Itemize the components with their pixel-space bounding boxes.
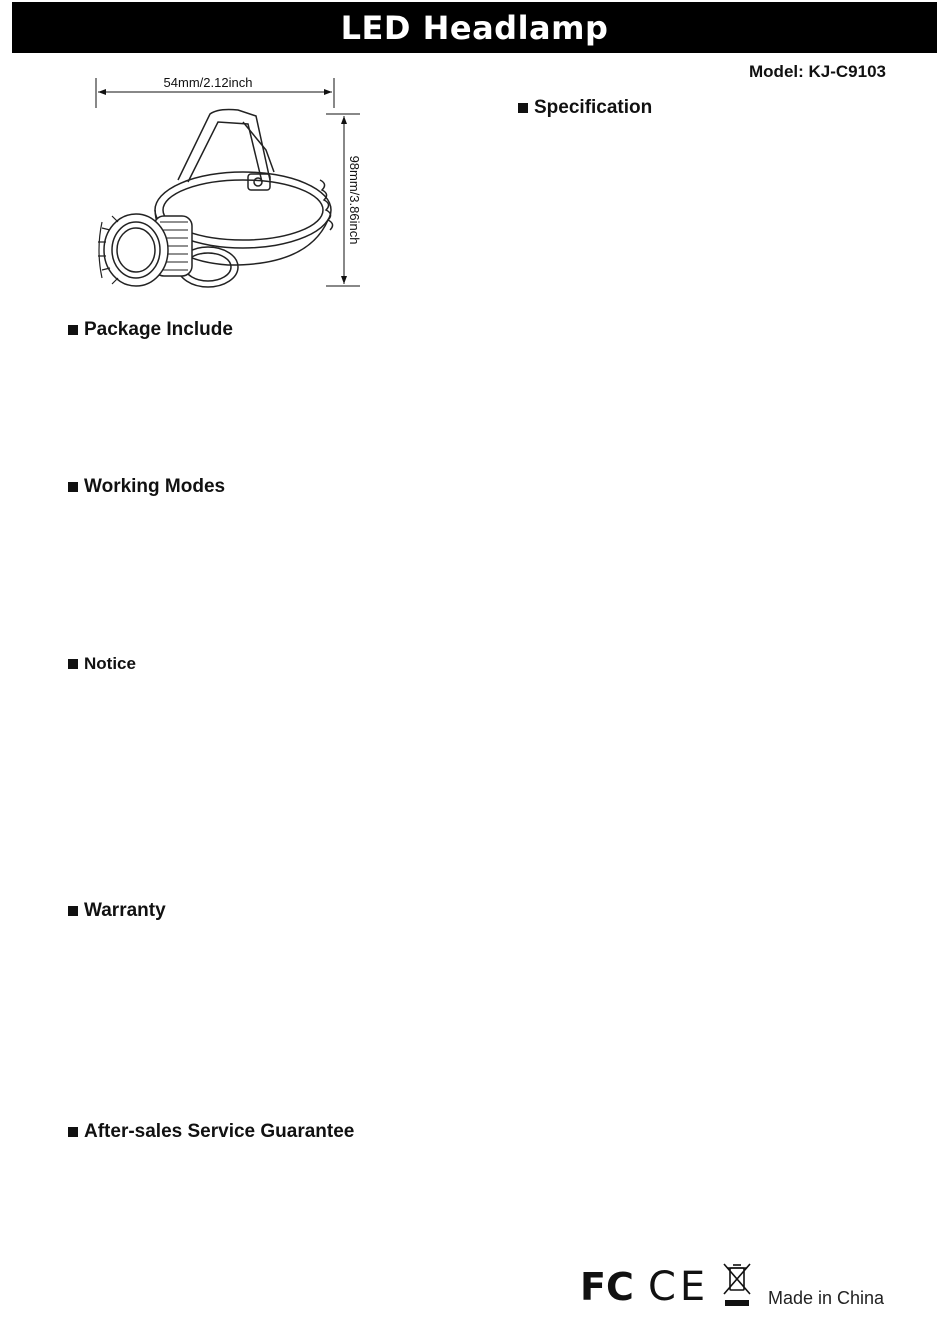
- section-package-include: [68, 319, 233, 341]
- bullet-square-icon: [518, 103, 528, 113]
- page-title: LED Headlamp: [340, 8, 609, 47]
- height-dimension: [326, 114, 362, 286]
- bullet-square-icon: [68, 482, 78, 492]
- section-specification: [518, 97, 652, 119]
- section-working-modes: [68, 476, 225, 498]
- model-number: Model: KJ-C9103: [749, 62, 886, 81]
- bullet-square-icon: [68, 906, 78, 916]
- ce-logo-text: CE: [648, 1264, 710, 1310]
- section-package-include-label: Package Include: [84, 319, 233, 340]
- title-bar: [12, 2, 937, 53]
- section-specification-label: Specification: [534, 97, 653, 118]
- section-working-modes-label: Working Modes: [84, 476, 226, 497]
- bullet-square-icon: [68, 325, 78, 335]
- section-notice-label: Notice: [84, 654, 136, 673]
- section-after-sales: [68, 1121, 354, 1143]
- section-warranty: [68, 900, 166, 922]
- headlamp-illustration: [98, 110, 333, 288]
- width-label: 54mm/2.12inch: [163, 75, 253, 90]
- made-in-china: Made in China: [768, 1288, 885, 1308]
- headlamp-diagram: [88, 70, 378, 300]
- bullet-square-icon: [68, 659, 78, 669]
- width-dimension: [96, 75, 334, 108]
- section-warranty-label: Warranty: [84, 900, 166, 921]
- height-label: 98mm/3.86inch: [347, 155, 362, 245]
- fcc-logo: [580, 1265, 634, 1309]
- fcc-logo-text: FC: [580, 1265, 634, 1309]
- section-after-sales-label: After-sales Service Guarantee: [84, 1121, 355, 1142]
- section-notice: [68, 654, 136, 674]
- weee-bin-icon: [724, 1264, 750, 1306]
- ce-logo: [648, 1264, 709, 1310]
- bullet-square-icon: [68, 1127, 78, 1137]
